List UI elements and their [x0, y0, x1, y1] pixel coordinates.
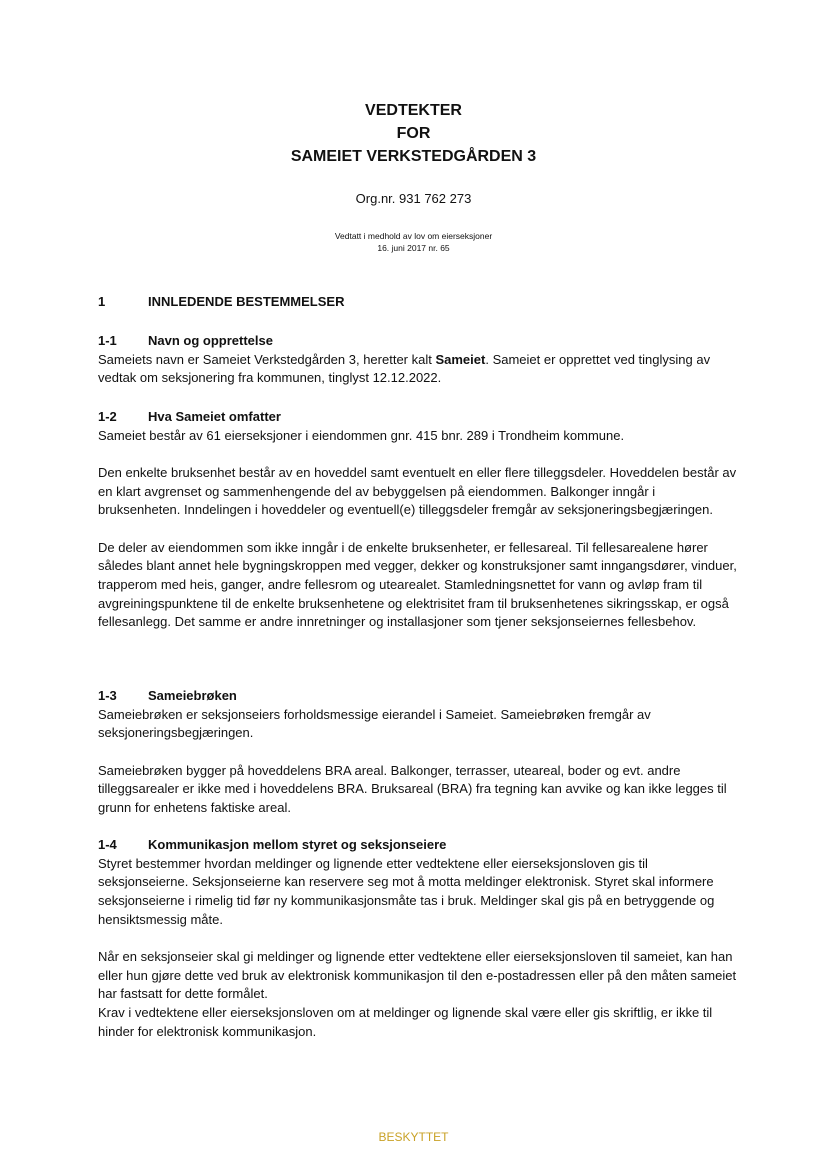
title-line-2: FOR — [396, 125, 431, 142]
chapter-title: INNLEDENDE BESTEMMELSER — [148, 294, 345, 309]
paragraph-text: . Sameiet er opprettet ved tinglysing av vedtak om seksjonering fra kommunen, tinglyst 12.12.2022. — [98, 351, 711, 386]
section-paragraph: Sameiebrøken bygger på hoveddelens BRA areal. Balkonger, terrasser, uteareal, boder og evt. andre tilleggsarealer er ikke med i hoveddelens BRA. Bruksareal (BRA) fra tegning kan avvike og kan ikke legges til grunn for enhetens faktiske areal. — [98, 762, 727, 816]
org-number: Org.nr. 931 762 273 — [355, 191, 472, 206]
chapter-heading — [98, 294, 344, 309]
section-heading — [98, 408, 738, 427]
section-title: Sameiebrøken — [148, 688, 237, 703]
section-paragraph: Sameiet består av 61 eierseksjoner i eiendommen gnr. 415 bnr. 289 i Trondheim kommune. — [98, 427, 625, 443]
section-paragraph: Når en seksjonseier skal gi meldinger og lignende etter vedtektene eller eierseksjonsloven til sameiet, kan han eller hun gjøre dette ved bruk av elektronisk kommunikasjon til den e-postadressen eller på den måten sameiet har fastsatt for dette formålet. — [98, 949, 737, 1002]
paragraph-text: Sameiets navn er Sameiet Verkstedgården 3, heretter kalt — [98, 351, 436, 367]
section-paragraph: De deler av eiendommen som ikke inngår i de enkelte bruksenheter, er fellesareal. Til fellesarealene hører således blant annet hele bygningskroppen med vegger, dekker og konstruksjoner samt inngangsdører, vinduer, trapperom med heis, ganger, andre fellesrom og utearealet. Stamledningsnettet for vann og avløp fram til avgreiningspunktene til de enkelte bruksenhetene og elektrisitet fram til bruksenhetenes sikringsskap, er også fellesanlegg. Det samme er andre innretninger og installasjoner som tjener seksjonseiernes fellesbehov. — [98, 539, 737, 630]
section-heading — [98, 687, 738, 706]
adoption-note-line-1: Vedtatt i medhold av lov om eierseksjoner — [334, 231, 493, 241]
section-title: Hva Sameiet omfatter — [148, 409, 281, 424]
section-paragraph: Sameiebrøken er seksjonseiers forholdsmessige eierandel i Sameiet. Sameiebrøken fremgår av seksjoneringsbegjæringen. — [98, 706, 651, 741]
section-1-4 — [98, 836, 738, 1042]
section-number: 1-3 — [98, 688, 117, 703]
section-title: Navn og opprettelse — [148, 333, 273, 348]
section-1-2 — [98, 408, 738, 632]
section-paragraph: Den enkelte bruksenhet består av en hoveddel samt eventuelt en eller flere tilleggsdeler. Hoveddelen består av en klart avgrenset og sammenhengende del av bebyggelsen på eiendommen. Balkonger inngår i bruksenheten. Inndelingen i hoveddeler og eventuell(e) tilleggsdeler fremgår av seksjoneringsbegjæringen. — [98, 464, 737, 518]
section-number: 1-2 — [98, 409, 117, 424]
section-paragraph — [98, 351, 738, 388]
section-paragraph: Styret bestemmer hvordan meldinger og lignende etter vedtektene eller eierseksjonsloven gis til seksjonseierne. Seksjonseierne kan reservere seg mot å motta meldinger elektronisk. Styret skal informere seksjonseierne i rimelig tid før ny kommunikasjonsmåte tas i bruk. Meldinger skal gis på en betryggende og hensiktsmessig måte. — [98, 855, 715, 927]
section-1-1 — [98, 332, 738, 388]
title-line-1: VEDTEKTER — [365, 102, 462, 119]
paragraph-bold-text: Sameiet — [435, 351, 486, 367]
adoption-note — [0, 230, 827, 254]
classification-label: BESKYTTET — [378, 1130, 449, 1144]
document-title — [0, 99, 827, 168]
title-line-3: SAMEIET VERKSTEDGÅRDEN 3 — [290, 148, 537, 165]
section-paragraph: Krav i vedtektene eller eierseksjonsloven om at meldinger og lignende skal være eller gis skriftlig, er ikke til hinder for elektronisk kommunikasjon. — [98, 1005, 713, 1039]
section-number: 1-1 — [98, 333, 117, 348]
adoption-note-line-2: 16. juni 2017 nr. 65 — [377, 243, 450, 253]
section-title: Kommunikasjon mellom styret og seksjonseiere — [148, 837, 447, 852]
section-number: 1-4 — [98, 837, 117, 852]
section-heading — [98, 332, 738, 351]
section-1-3 — [98, 687, 738, 818]
section-heading — [98, 836, 738, 855]
chapter-number: 1 — [98, 294, 106, 309]
